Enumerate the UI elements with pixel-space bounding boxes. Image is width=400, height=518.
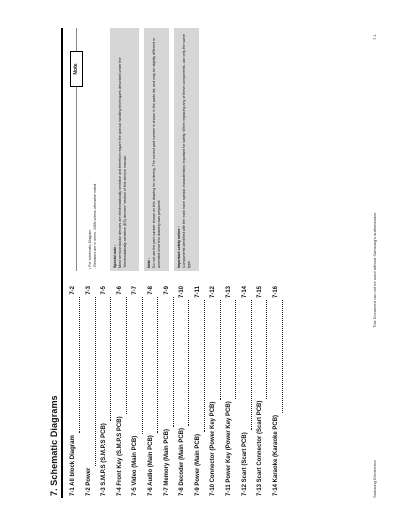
toc-entry-label: 7-8 Decoder (Main PCB): [179, 427, 186, 496]
toc-entry-label: 7-10 Connector (Power Key PCB): [210, 401, 217, 496]
toc-entry-label: 7-11 Power Key (Power Key PCB): [225, 401, 232, 496]
toc-leader-dots: [169, 297, 174, 427]
special-note-box: [110, 28, 139, 271]
toc-leader-dots: [247, 300, 252, 430]
toc-entry[interactable]: [70, 286, 86, 496]
toc-entry-label: 7-5 Video (Main PCB): [132, 435, 139, 496]
footer-notice: This Document can not be used without Samsung's authorization.: [372, 211, 377, 328]
ordering-note-heading: Note :: [147, 257, 151, 268]
toc-entry-page: 7-13: [225, 286, 232, 299]
toc-entry-page: 7-2: [70, 286, 76, 295]
toc-entry[interactable]: [86, 286, 102, 496]
table-of-contents: [70, 286, 288, 496]
toc-leader-dots: [216, 300, 221, 400]
note-plain-text: • For schematic Diagram - Resistors are in ohms, 1/8W unless otherwise noted.: [88, 182, 97, 269]
toc-entry[interactable]: [210, 286, 226, 496]
toc-entry-label: 7-1 All block Diagram: [70, 435, 76, 496]
toc-leader-dots: [75, 297, 80, 434]
toc-entry-page: 7-6: [116, 286, 123, 295]
toc-leader-dots: [262, 300, 267, 399]
toc-entry-page: 7-14: [241, 286, 248, 299]
toc-entry[interactable]: [257, 286, 273, 496]
note-badge: Note: [70, 51, 83, 87]
toc-entry-label: 7-2 Power: [85, 467, 92, 496]
toc-leader-dots: [106, 297, 111, 422]
toc-entry[interactable]: [195, 286, 211, 496]
toc-leader-dots: [138, 297, 143, 434]
toc-entry-page: 7-15: [257, 286, 264, 299]
toc-entry-label: 7-14 Karaoke (Karaoke PCB): [272, 414, 279, 496]
toc-entry[interactable]: [101, 286, 117, 496]
toc-entry-label: 7-6 Audio (Main PCB): [147, 435, 154, 496]
toc-entry-page: 7-16: [272, 286, 279, 299]
toc-entry[interactable]: [148, 286, 164, 496]
footer-page-number: 7-1: [372, 34, 377, 40]
toc-entry-label: 7-13 Scart Connector (Scart PCB): [257, 400, 264, 496]
toc-entry-label: 7-7 Memory (Main PCB): [163, 428, 170, 496]
toc-entry-page: 7-9: [163, 286, 170, 295]
toc-entry[interactable]: [179, 286, 195, 496]
toc-entry-label: 7-4 Front Key (S.M.P.S PCB): [116, 416, 123, 496]
toc-entry-page: 7-11: [194, 286, 201, 298]
toc-leader-dots: [200, 300, 205, 432]
toc-leader-dots: [184, 300, 189, 426]
toc-entry-page: 7-10: [179, 286, 186, 299]
toc-entry[interactable]: [242, 286, 258, 496]
toc-entry-page: 7-12: [210, 286, 217, 299]
toc-leader-dots: [91, 297, 96, 466]
toc-entry[interactable]: [226, 286, 242, 496]
toc-entry-label: 7-12 Scart (Scart PCB): [241, 432, 248, 496]
toc-entry[interactable]: [273, 286, 289, 496]
toc-entry-page: 7-5: [101, 286, 108, 295]
ordering-note-box: [144, 28, 169, 271]
toc-entry-page: 7-8: [147, 286, 154, 295]
special-note-text: Most semiconductor devices are electrostatically sensitive and therefore require the special handling techniques described under the "electrostatically sensitive (ES) devices" section of this service manual.: [117, 57, 127, 268]
ordering-note-text: Do not use the part number shown on this drawing for ordering. The correct part number is shown in the parts list, and may be slightly different or amended since this drawing was prepared.: [151, 37, 161, 268]
toc-entry-label: 7-3 S.M.P.S (S.M.P.S PCB): [101, 423, 108, 496]
safety-note-text: Components identified with the mark have special characteristics important for safety. When replacing any of these components, use only the same type.: [181, 34, 191, 268]
toc-entry[interactable]: [117, 286, 133, 496]
toc-leader-dots: [231, 300, 236, 399]
section-title: 7. Schematic Diagrams: [49, 395, 59, 496]
toc-entry[interactable]: [164, 286, 180, 496]
toc-leader-dots: [278, 300, 283, 413]
safety-note-heading: Important safety notice :: [177, 226, 181, 268]
title-rule: [61, 28, 63, 498]
toc-entry[interactable]: [132, 286, 148, 496]
footer-company: Samsung Electronics: [372, 460, 377, 498]
special-note-heading: Special note :: [113, 244, 117, 268]
toc-leader-dots: [153, 297, 158, 434]
toc-entry-label: 7-9 Power (Main PCB): [194, 433, 201, 496]
toc-leader-dots: [122, 297, 127, 415]
toc-entry-page: 7-7: [132, 286, 139, 295]
safety-note-box: [174, 28, 199, 271]
toc-entry-page: 7-3: [85, 286, 92, 295]
